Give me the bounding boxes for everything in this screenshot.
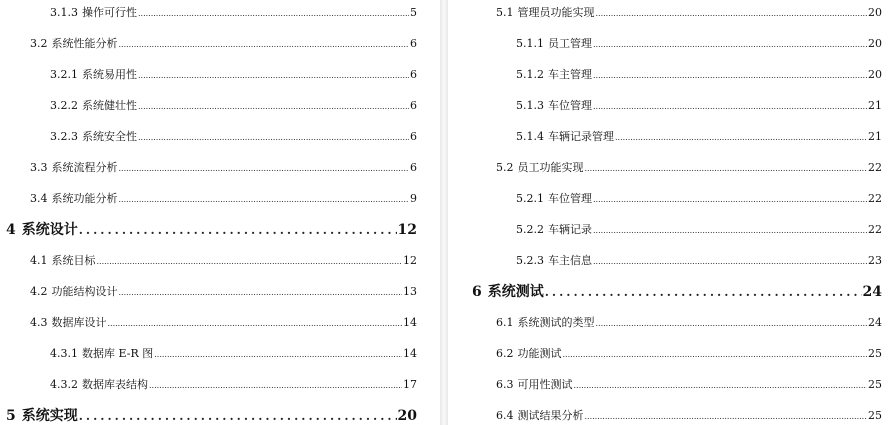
- toc-entry-title: 系统目标: [51, 254, 96, 267]
- toc-entry-number: 5.1.1: [516, 37, 544, 50]
- toc-entry-title: 车主管理: [548, 68, 592, 81]
- dot-leader: [585, 162, 868, 176]
- toc-entry[interactable]: [516, 130, 882, 145]
- toc-entry-title: 功能结构设计: [51, 285, 118, 298]
- toc-entry-number: 5.2.2: [516, 223, 544, 236]
- toc-entry-title: 系统安全性: [82, 130, 137, 143]
- dot-leader: [79, 407, 397, 425]
- toc-entry-number: 6.1: [496, 316, 514, 329]
- toc-chapter-entry[interactable]: [6, 221, 417, 239]
- dot-leader: [615, 131, 867, 145]
- toc-entry-title: 车主信息: [548, 254, 592, 267]
- toc-entry-title: 数据库 E-R 图: [82, 347, 154, 360]
- dot-leader: [585, 410, 868, 424]
- toc-entry-title: 车位管理: [548, 99, 592, 112]
- toc-entry-page: 20: [868, 6, 882, 19]
- toc-entry-page: 22: [868, 223, 882, 236]
- toc-entry-number: 5.1.4: [516, 130, 544, 143]
- toc-entry-number: 6.3: [496, 378, 514, 391]
- dot-leader: [563, 348, 868, 362]
- toc-entry[interactable]: [496, 378, 882, 393]
- dot-leader: [138, 100, 409, 114]
- toc-entry-number: 5.2.1: [516, 192, 544, 205]
- toc-entry-title: 系统功能分析: [51, 192, 118, 205]
- toc-entry-title: 数据库设计: [51, 316, 107, 329]
- toc-entry-number: 3.3: [30, 161, 48, 174]
- toc-entry[interactable]: [516, 99, 882, 114]
- dot-leader: [593, 100, 867, 114]
- toc-entry-page: 14: [403, 347, 417, 360]
- toc-entry-number: 4: [6, 222, 16, 238]
- toc-entry-page: 17: [403, 378, 417, 391]
- toc-entry-title: 系统测试: [487, 284, 544, 300]
- toc-entry[interactable]: [50, 68, 417, 83]
- toc-entry-page: 22: [868, 192, 882, 205]
- toc-chapter-entry[interactable]: [6, 407, 417, 425]
- toc-entry[interactable]: [516, 37, 882, 52]
- dot-leader: [596, 317, 868, 331]
- toc-entry-page: 6: [410, 68, 417, 81]
- toc-entry-page: 6: [410, 130, 417, 143]
- toc-entry-page: 12: [403, 254, 417, 267]
- toc-entry[interactable]: [30, 192, 417, 207]
- toc-entry-page: 25: [868, 347, 882, 360]
- toc-entry[interactable]: [516, 223, 882, 238]
- toc-entry[interactable]: [50, 347, 417, 362]
- dot-leader: [574, 379, 868, 393]
- toc-entry-number: 6.2: [496, 347, 514, 360]
- toc-entry-number: 5.2: [496, 161, 514, 174]
- toc-entry-title: 系统测试的类型: [517, 316, 595, 329]
- toc-entry-page: 20: [868, 68, 882, 81]
- toc-entry-number: 4.1: [30, 254, 48, 267]
- toc-entry-number: 3.1.3: [50, 6, 78, 19]
- toc-entry-title: 系统流程分析: [51, 161, 118, 174]
- toc-entry-number: 4.2: [30, 285, 48, 298]
- dot-leader: [138, 69, 409, 83]
- toc-entry[interactable]: [496, 409, 882, 424]
- toc-entry-page: 25: [868, 409, 882, 422]
- dot-leader: [119, 193, 410, 207]
- page-gutter: [440, 0, 448, 425]
- toc-entry-page: 12: [397, 222, 417, 238]
- toc-entry-title: 管理员功能实现: [517, 6, 595, 19]
- dot-leader: [593, 224, 867, 238]
- toc-entry-number: 5.1.3: [516, 99, 544, 112]
- toc-entry[interactable]: [496, 6, 882, 21]
- dot-leader: [149, 379, 402, 393]
- toc-entry-page: 6: [410, 161, 417, 174]
- toc-entry-number: 3.4: [30, 192, 48, 205]
- toc-entry-page: 9: [410, 192, 417, 205]
- toc-entry-page: 24: [868, 316, 882, 329]
- toc-entry-title: 车位管理: [548, 192, 592, 205]
- toc-entry-title: 系统实现: [21, 408, 78, 424]
- toc-entry-title: 车辆记录管理: [548, 130, 614, 143]
- toc-entry-title: 系统易用性: [82, 68, 137, 81]
- toc-entry-title: 测试结果分析: [517, 409, 584, 422]
- toc-entry-page: 5: [410, 6, 417, 19]
- dot-leader: [79, 221, 397, 239]
- toc-entry[interactable]: [516, 254, 882, 269]
- toc-entry-number: 5.1: [496, 6, 514, 19]
- toc-entry[interactable]: [30, 316, 417, 331]
- toc-entry-page: 20: [868, 37, 882, 50]
- toc-entry[interactable]: [496, 316, 882, 331]
- toc-entry[interactable]: [50, 99, 417, 114]
- toc-entry-page: 6: [410, 37, 417, 50]
- toc-entry[interactable]: [516, 192, 882, 207]
- toc-entry-page: 23: [868, 254, 882, 267]
- dot-leader: [97, 255, 403, 269]
- toc-entry-number: 5.2.3: [516, 254, 544, 267]
- toc-entry-number: 4.3.2: [50, 378, 78, 391]
- toc-entry-number: 5.1.2: [516, 68, 544, 81]
- toc-entry[interactable]: [30, 37, 417, 52]
- toc-entry-page: 14: [403, 316, 417, 329]
- dot-leader: [545, 283, 862, 301]
- toc-entry-number: 3.2.1: [50, 68, 78, 81]
- toc-entry-number: 4.3: [30, 316, 48, 329]
- toc-entry-number: 3.2: [30, 37, 48, 50]
- toc-entry[interactable]: [496, 347, 882, 362]
- dot-leader: [138, 7, 409, 21]
- toc-entry[interactable]: [516, 68, 882, 83]
- toc-entry-page: 6: [410, 99, 417, 112]
- toc-entry-page: 24: [862, 284, 882, 300]
- toc-entry[interactable]: [50, 130, 417, 145]
- toc-entry-title: 系统健壮性: [82, 99, 137, 112]
- toc-chapter-entry[interactable]: [472, 283, 882, 301]
- dot-leader: [108, 317, 403, 331]
- toc-entry[interactable]: [50, 378, 417, 393]
- toc-entry-title: 员工功能实现: [517, 161, 584, 174]
- toc-entry-title: 功能测试: [517, 347, 562, 360]
- toc-entry-number: 3.2.2: [50, 99, 78, 112]
- toc-entry-number: 5: [6, 408, 16, 424]
- toc-entry-title: 系统设计: [21, 222, 78, 238]
- toc-entry-title: 员工管理: [548, 37, 592, 50]
- dot-leader: [596, 7, 868, 21]
- dot-leader: [593, 193, 867, 207]
- dot-leader: [119, 162, 410, 176]
- toc-entry-title: 车辆记录: [548, 223, 592, 236]
- dot-leader: [593, 255, 867, 269]
- toc-entry-page: 21: [868, 99, 882, 112]
- toc-page-right: [448, 0, 888, 425]
- toc-entry-page: 25: [868, 378, 882, 391]
- toc-entry-title: 操作可行性: [82, 6, 137, 19]
- toc-entry-page: 22: [868, 161, 882, 174]
- toc-entry-page: 20: [397, 408, 417, 424]
- toc-entry-number: 6: [472, 284, 482, 300]
- dot-leader: [593, 69, 867, 83]
- toc-entry-page: 13: [403, 285, 417, 298]
- toc-entry-number: 4.3.1: [50, 347, 78, 360]
- toc-entry[interactable]: [30, 161, 417, 176]
- dot-leader: [593, 38, 867, 52]
- dot-leader: [138, 131, 409, 145]
- toc-entry[interactable]: [30, 254, 417, 269]
- toc-entry-title: 数据库表结构: [82, 378, 148, 391]
- toc-entry-number: 3.2.3: [50, 130, 78, 143]
- toc-entry-number: 6.4: [496, 409, 514, 422]
- toc-entry[interactable]: [30, 285, 417, 300]
- dot-leader: [119, 38, 410, 52]
- toc-entry-title: 系统性能分析: [51, 37, 118, 50]
- toc-entry-title: 可用性测试: [517, 378, 573, 391]
- dot-leader: [119, 286, 403, 300]
- toc-entry-page: 21: [868, 130, 882, 143]
- toc-entry[interactable]: [50, 6, 417, 21]
- toc-entry[interactable]: [496, 161, 882, 176]
- dot-leader: [154, 348, 402, 362]
- toc-page-left: [0, 0, 440, 425]
